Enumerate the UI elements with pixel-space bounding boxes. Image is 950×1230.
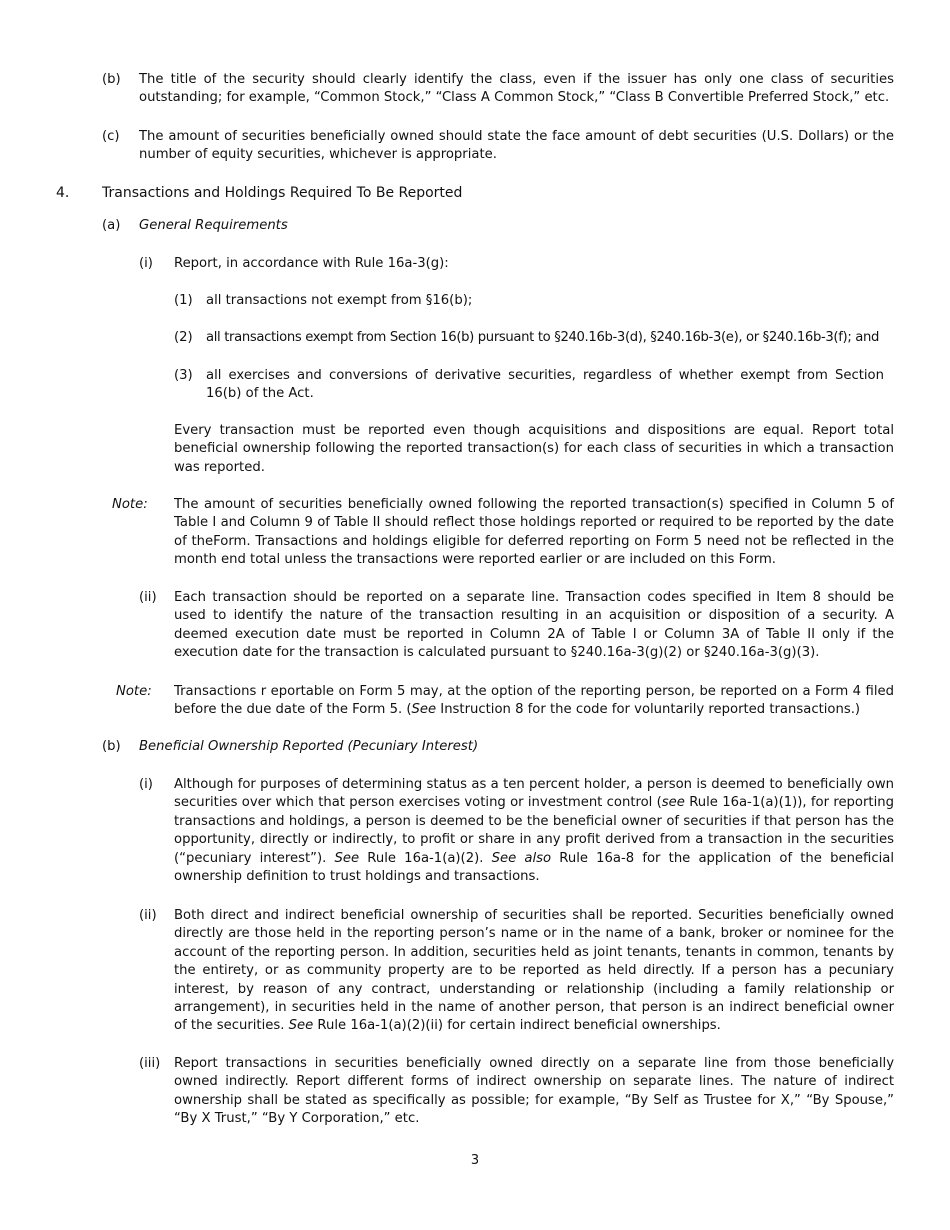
item-label-b: (b) — [102, 72, 121, 87]
page-number: 3 — [470, 1153, 480, 1168]
item-bi-text: Although for purposes of determining status as a ten percent holder, a person is deemed to beneficially own securities over which that person exercises voting or investment control (see Rule 16a-1(a)(1)), for reporting transactions and holdings, a person is deemed to be the beneficial owner of securities if that person has the opportunity, directly or indirectly, to profit or share in any profit derived from a transaction in the securities (“pecuniary interest”). See Rule 16a-1(a)(2). See also Rule 16a-8 for the application of the beneficial ownership definition to trust holdings and transactions. — [174, 777, 895, 885]
item-i-text: Report, in accordance with Rule 16a-3(g): — [174, 256, 449, 271]
item-bii-text: Both direct and indirect beneficial ownership of securities shall be reported. Securities beneficially owned directly are those held in the reporting person’s name or in the name of a bank, broker or nominee for the account of the reporting person. In addition, securities held as joint tenants, tenants in common, tenants by the entirety, or as community property are to be reported as held directly. If a person has a pecuniary interest, by reason of any contract, understanding or relationship (including a family relationship or arrangement), in securities held in the name of another person, that person is an indirect beneficial owner of the securities. See Rule 16a-1(a)(2)(ii) for certain indirect beneficial ownerships. — [174, 908, 894, 1034]
note-label: Note: — [116, 684, 152, 699]
list-item-1: all transactions not exempt from §16(b); — [206, 293, 473, 308]
item-label-i: (i) — [139, 256, 153, 271]
note-text: Transactions r eportable on Form 5 may, at the option of the reporting person, be reported on a Form 4 filed before the due date of the Form 5. (See Instruction 8 for the code for voluntarily reported transactions.) — [174, 684, 894, 718]
list-number-1: (1) — [174, 293, 193, 308]
item-label-i: (i) — [139, 777, 153, 792]
item-label-ii: (ii) — [139, 590, 157, 605]
item-c-text: The amount of securities beneficially owned should state the face amount of debt securities (U.S. Dollars) or the number of equity securities, whichever is appropriate. — [139, 129, 894, 163]
item-label-ii: (ii) — [139, 908, 157, 923]
section-number: 4. — [56, 185, 70, 201]
item-b-text: The title of the security should clearly identify the class, even if the issuer has only one class of securities outstanding; for example, “Common Stock,” “Class A Common Stock,” “Class B Convertible Preferred Stock,” etc. — [139, 72, 894, 106]
list-item-2: all transactions exempt from Section 16(b) pursuant to §240.16b-3(d), §240.16b-3(e), or §240.16b-3(f); and — [206, 330, 880, 345]
list-number-2: (2) — [174, 330, 193, 345]
item-label-c: (c) — [102, 129, 120, 144]
list-number-3: (3) — [174, 368, 193, 383]
section-heading: Transactions and Holdings Required To Be Reported — [102, 185, 463, 201]
note-text: The amount of securities beneficially owned following the reported transaction(s) specified in Column 5 of Table I and Column 9 of Table II should reflect those holdings reported or required to be reported by the date of theForm. Transactions and holdings eligible for deferred reporting on Form 5 need not be reflected in the month end total unless the transactions were reported earlier or are included on this Form. — [174, 497, 894, 568]
list-item-3: all exercises and conversions of derivative securities, regardless of whether exempt from Section 16(b) of the Act. — [206, 368, 884, 402]
paragraph-every-transaction: Every transaction must be reported even though acquisitions and dispositions are equal. Report total beneficial ownership following the reported transaction(s) for each class of securities in which a transaction was reported. — [174, 423, 894, 475]
item-label-iii: (iii) — [139, 1056, 161, 1071]
note-label: Note: — [112, 497, 148, 512]
subsection-label-b: (b) — [102, 739, 121, 754]
subsection-label-a: (a) — [102, 218, 121, 233]
item-biii-text: Report transactions in securities beneficially owned directly on a separate line from those beneficially owned indirectly. Report different forms of indirect ownership on separate lines. The nature of indirect ownership shall be stated as specifically as possible; for example, “By Self as Trustee for X,” “By Spouse,” “By X Trust,” “By Y Corporation,” etc. — [174, 1056, 894, 1127]
subsection-heading: General Requirements — [139, 218, 288, 233]
subsection-heading: Beneficial Ownership Reported (Pecuniary Interest) — [139, 739, 479, 754]
item-ii-text: Each transaction should be reported on a separate line. Transaction codes specified in Item 8 should be used to identify the nature of the transaction resulting in an acquisition or disposition of a security. A deemed execution date must be reported in Column 2A of Table I or Column 3A of Table II only if the execution date for the transaction is calculated pursuant to §240.16a-3(g)(2) or §240.16a-3(g)(3). — [174, 590, 894, 661]
